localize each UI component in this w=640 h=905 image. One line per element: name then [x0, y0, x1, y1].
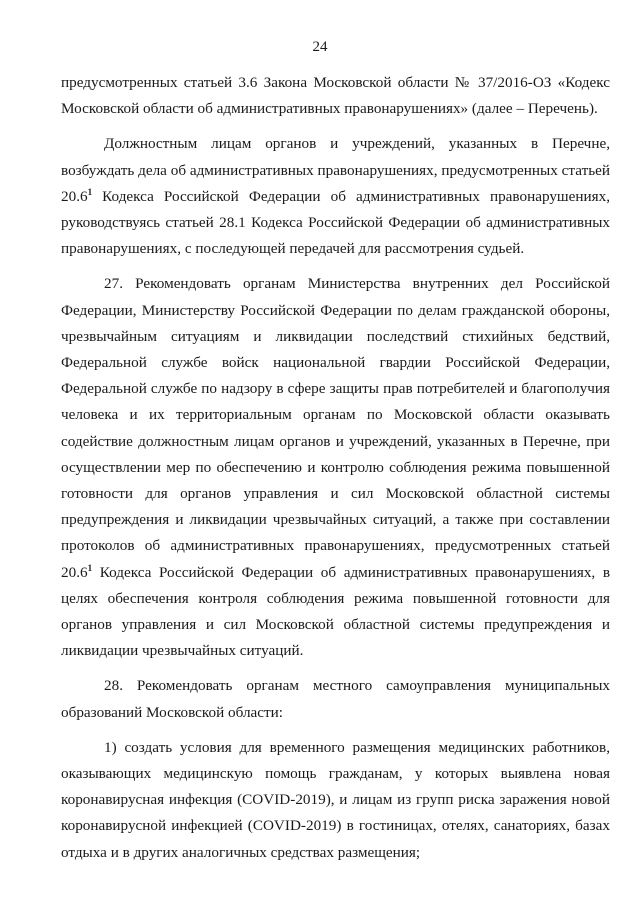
- paragraph-text: 1) создать условия для временного размещения медицинских работников, оказывающих медицинскую помощь гражданам, у которых выявлена новая коронавирусная инфекция (COVID-2019), и лицам из групп риска заражения новой коронавирусной инфекцией (COVID-2019) в гостиницах, отелях, санаториях, базах отдыха и в других аналогичных средствах размещения;: [61, 738, 610, 861]
- paragraph-text-before: 27. Рекомендовать органам Министерства внутренних дел Российской Федерации, Министерству Российской Федерации по делам гражданской обороны, чрезвычайным ситуациям и ликвидации последствий стихийных бедствий, Федеральной службе войск национальной гвардии Российской Федерации, Федеральной службе по надзору в сфере защиты прав потребителей и благополучия человека и их территориальным органам по Московской области оказывать содействие должностным лицам органов и учреждений, указанных в Перечне, при осуществлении мер по обеспечению и контролю соблюдения режима повышенной готовности для органов управления и сил Московской областной системы предупреждения и ликвидации чрезвычайных ситуаций, а также при составлении протоколов об административных правонарушениях, предусмотренных статьей 20.6: [61, 275, 610, 581]
- document-body: [61, 70, 610, 866]
- superscript-article: 1: [87, 186, 93, 197]
- paragraph-text-before: Должностным лицам органов и учреждений, указанных в Перечне, возбуждать дела об административных правонарушениях, предусмотренных статьей 20.6: [61, 135, 610, 205]
- paragraph-item-28: [61, 673, 610, 725]
- paragraph-text-after: Кодекса Российской Федерации об административных правонарушениях, руководствуясь статьей 28.1 Кодекса Российской Федерации об административных правонарушениях, с последующей передачей для рассмотрения судьей.: [61, 187, 610, 258]
- page-number: 24: [312, 39, 328, 55]
- paragraph-text: 28. Рекомендовать органам местного самоуправления муниципальных образований Московской области:: [61, 677, 610, 721]
- paragraph-subitem-1: [61, 735, 610, 866]
- paragraph-item-27: [61, 271, 610, 664]
- paragraph-text: предусмотренных статьей 3.6 Закона Московской области № 37/2016-ОЗ «Кодекс Московской области об административных правонарушениях» (далее – Перечень).: [61, 74, 610, 118]
- superscript-article: 1: [87, 562, 93, 573]
- paragraph-continuation: [61, 70, 610, 122]
- paragraph-officials-cases: [61, 131, 610, 262]
- paragraph-text-after: Кодекса Российской Федерации об административных правонарушениях, в целях обеспечения контроля соблюдения режима повышенной готовности для органов управления и сил Московской областной системы предупреждения и ликвидации чрезвычайных ситуаций.: [61, 563, 610, 660]
